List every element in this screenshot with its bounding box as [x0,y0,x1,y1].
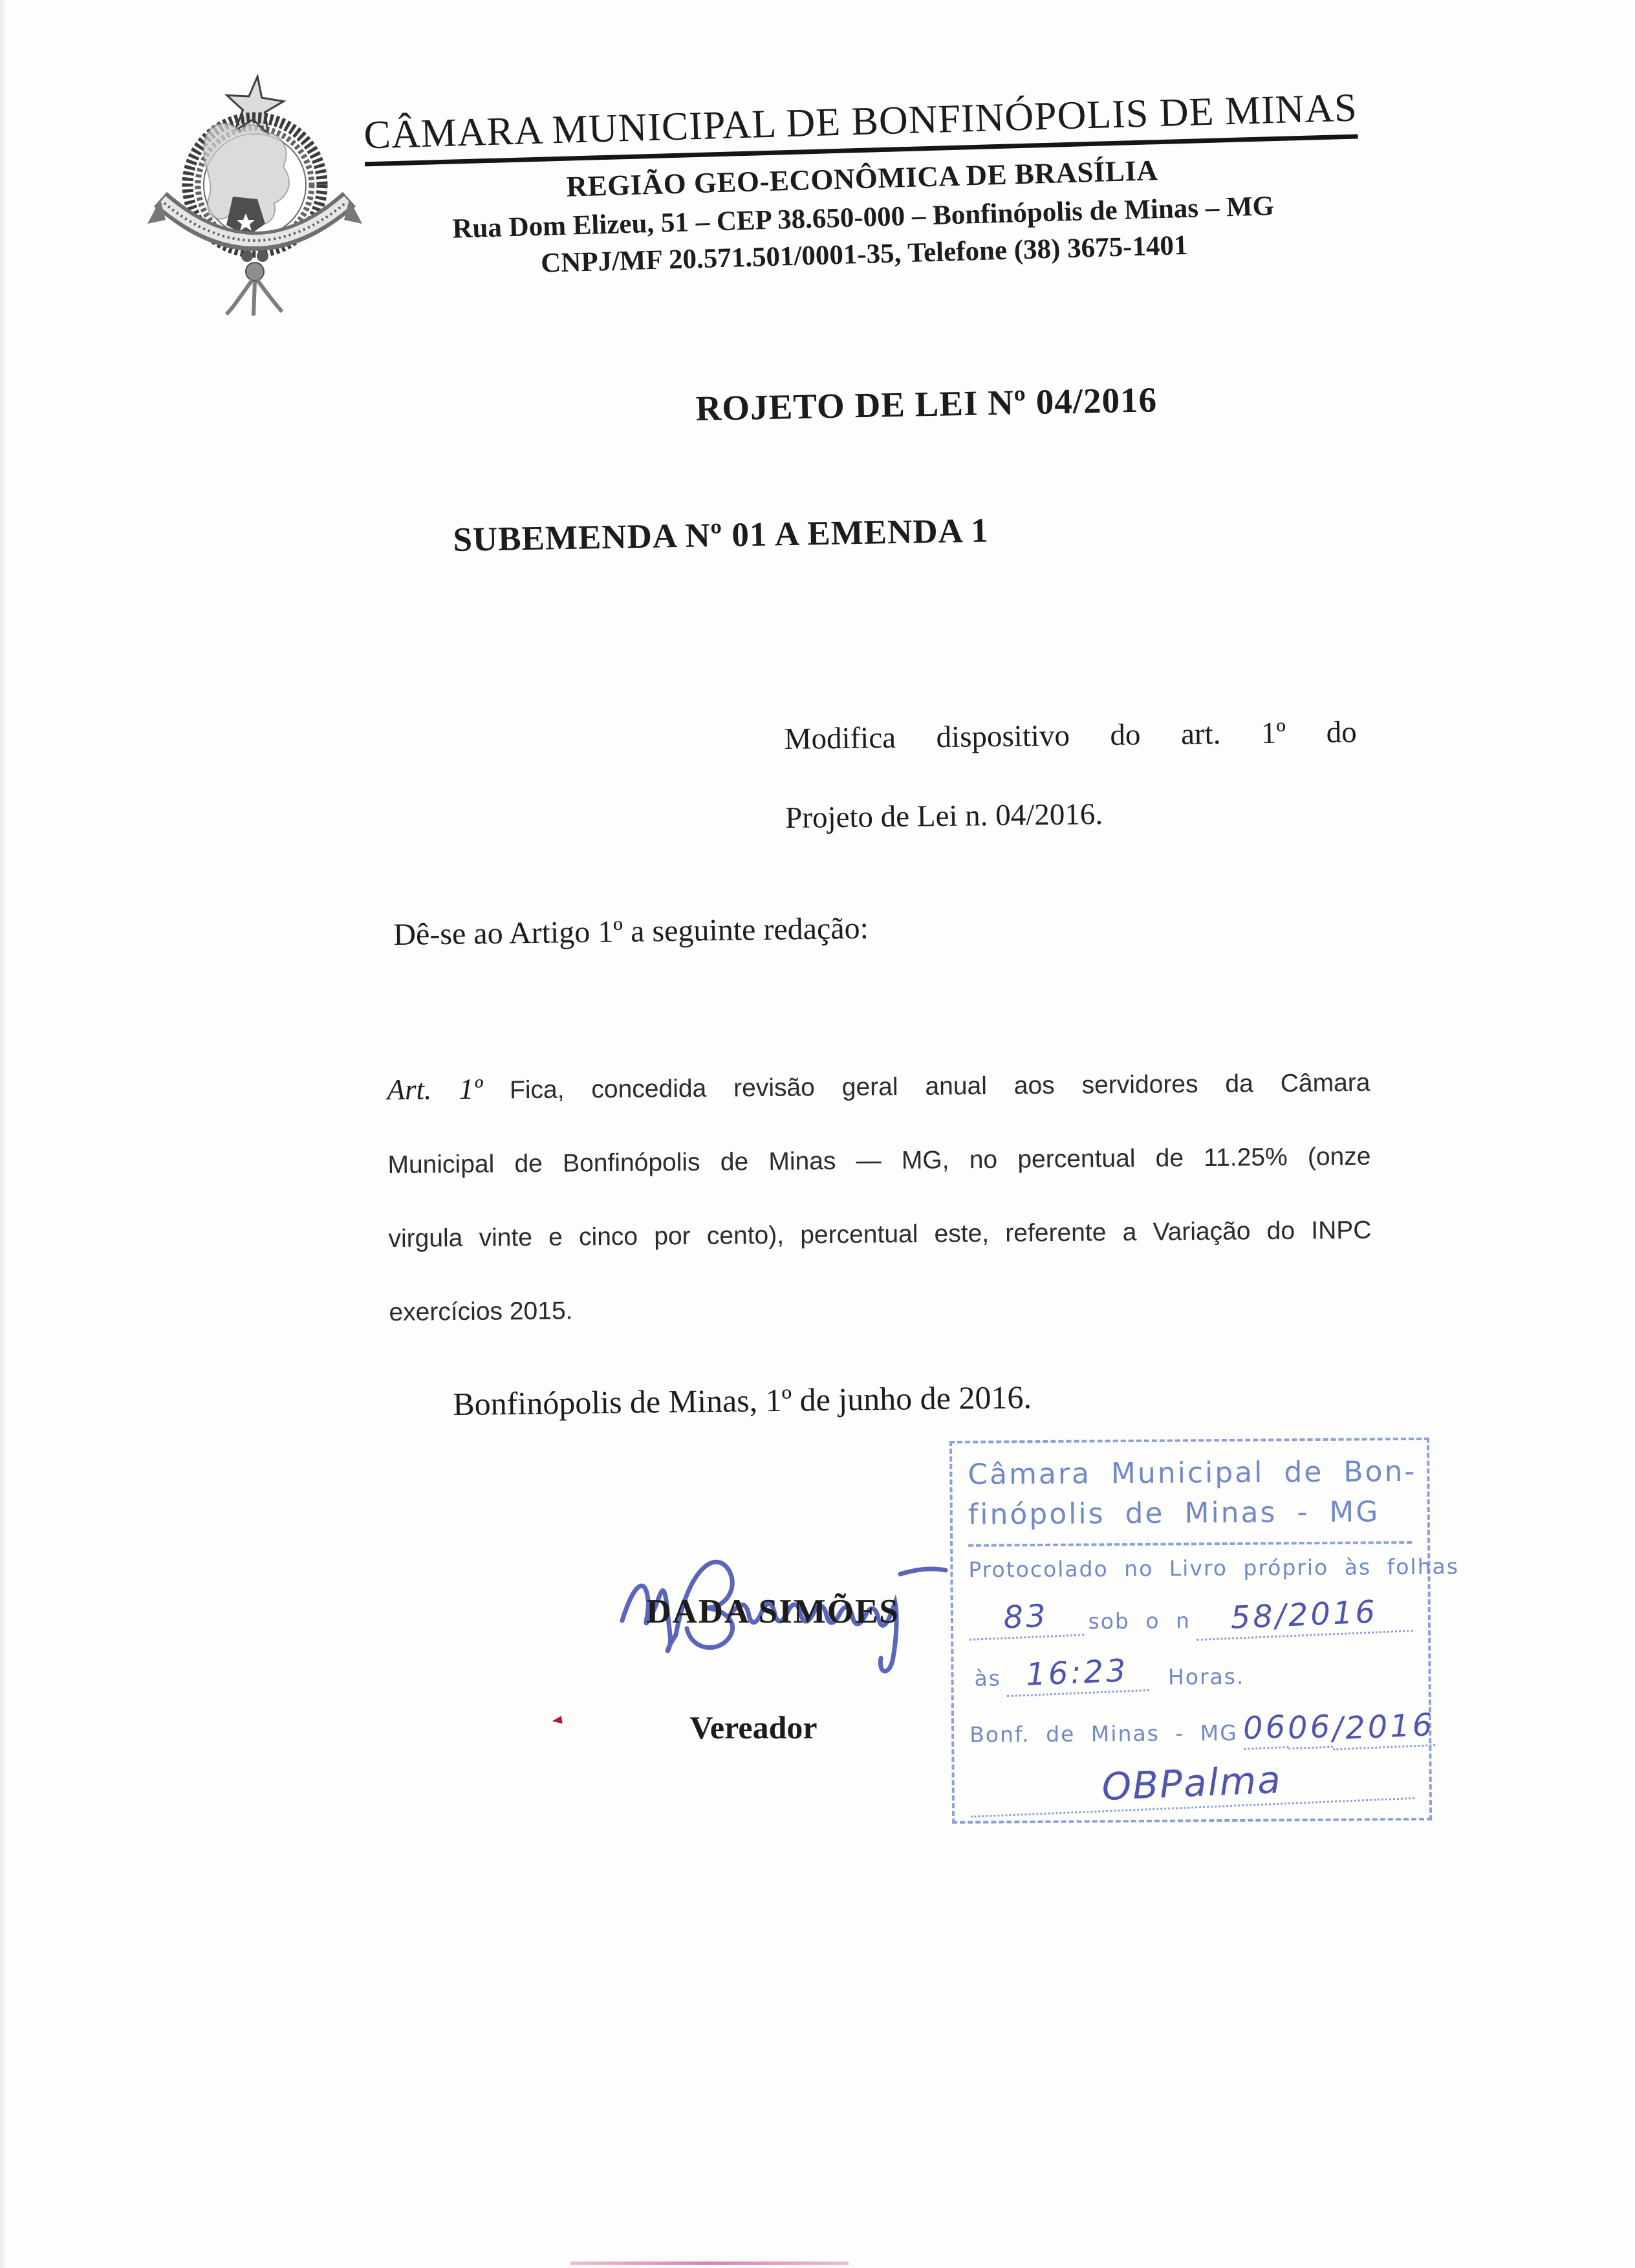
document-subtitle: SUBEMENDA Nº 01 A EMENDA 1 [453,512,990,559]
stamp-sob-label: sob o n [1088,1608,1191,1634]
stamp-signature: OBPalma [969,1752,1414,1818]
stamp-signature-row [969,1757,1413,1810]
stamp-folhas-value: 83 [968,1597,1084,1641]
org-name: CÂMARA MUNICIPAL DE BONFINÓPOLIS DE MINAS [363,87,1358,166]
stamp-protocol-label: Protocolado no Livro próprio às folhas [968,1553,1460,1582]
article-label: Art. 1º [387,1072,483,1106]
cnpj-phone-line: CNPJ/MF 20.571.501/0001-35, Telefone (38) 3675-1401 [540,230,1189,279]
recital-line-1: Modifica dispositivo do art. 1º do [784,715,1357,756]
scan-artifact-line [570,2262,849,2265]
article-line-2: Municipal de Bonfinópolis de Minas — MG, no percentual de 11.25% (onze [387,1142,1371,1179]
stamp-org-line-1: Câmara Municipal de Bon- [968,1454,1417,1491]
stamp-city-label: Bonf. de Minas - MG [969,1720,1238,1747]
stamp-separator [968,1541,1412,1547]
stamp-date-month: 06 [1287,1709,1334,1750]
signer-title: Vereador [689,1709,817,1745]
intro-line: Dê-se ao Artigo 1º a seguinte redação: [393,911,869,952]
article-paragraph [387,1044,1372,1350]
stamp-date-year: /2016 [1332,1707,1436,1751]
stamp-date-row [969,1707,1436,1751]
stamp-hora-row [969,1652,1413,1695]
dateline: Bonfinópolis de Minas, 1º de junho de 2016. [453,1379,1032,1422]
stamp-org-line-2: finópolis de Minas - MG [968,1495,1380,1531]
stamp-date-day: 06 [1242,1709,1288,1750]
ink-speck [552,1713,566,1726]
article-line-4: exercícios 2015. [389,1297,573,1326]
document-title: ROJETO DE LEI Nº 04/2016 [695,380,1158,428]
stamp-horas-label: Horas. [1167,1663,1245,1690]
signer-name: DADA SIMÕES [646,1593,900,1630]
region-line: REGIÃO GEO-ECONÔMICA DE BRASÍLIA [566,154,1159,203]
stamp-as-label: às [974,1665,1002,1691]
recital-paragraph [784,693,1358,858]
article-line-1-text: Fica, concedida revisão geral anual aos servidores da Câmara [509,1068,1370,1105]
stamp-hora-value: 16:23 [1006,1652,1149,1697]
protocol-stamp [949,1438,1460,1824]
article-line-3: virgula vinte e cinco por cento), percentual este, referente a Variação do INPC [388,1216,1372,1253]
article-line-1 [387,1044,1370,1129]
recital-line-2: Projeto de Lei n. 04/2016. [785,797,1103,835]
stamp-numero-value: 58/2016 [1195,1592,1413,1641]
stamp-folhas-row [969,1593,1413,1639]
address-line: Rua Dom Elizeu, 51 – CEP 38.650-000 – Bonfinópolis de Minas – MG [451,191,1275,244]
letterhead [349,87,1376,285]
scan-edge-shadow [0,0,6,2268]
municipal-seal-icon [144,70,367,319]
